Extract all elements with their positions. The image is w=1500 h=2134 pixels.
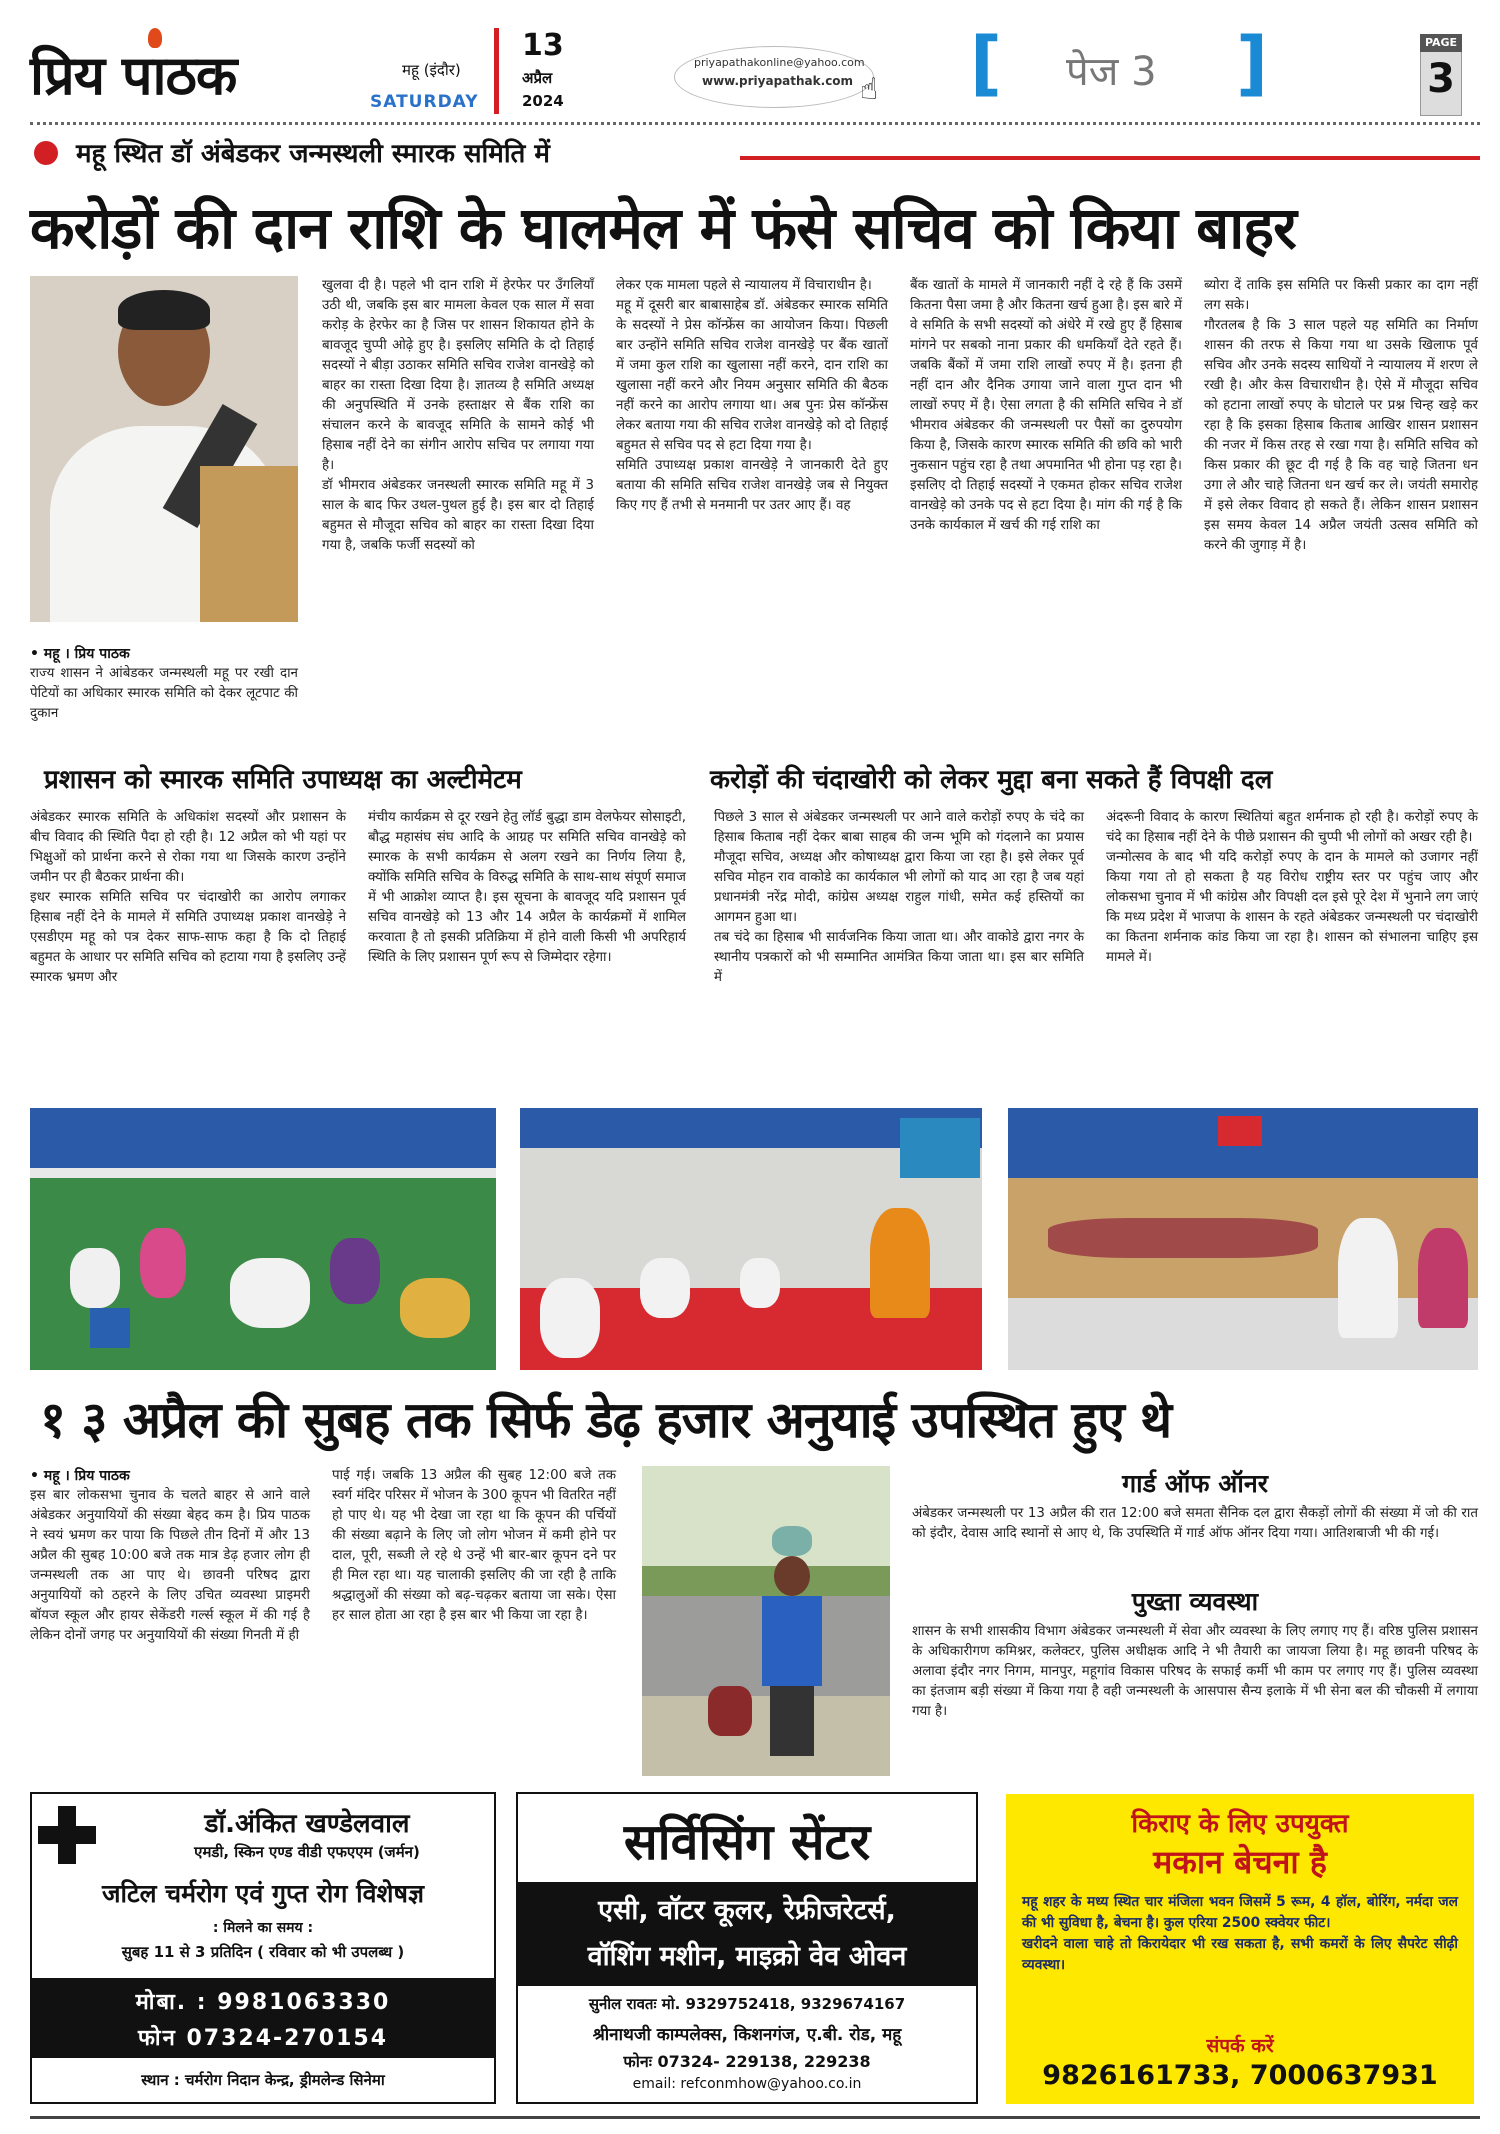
second-column-2: पाई गई। जबकि 13 अप्रैल की सुबह 12:00 बजे तक स्वर्ग मंदिर परिसर में भोजन के 300 कूपन भी वितरित नहीं हो पाए थे। यह भी देखा जा रहा था कि कूपन की पर्चियों की संख्या बढ़ाने के लिए जो लोग भोजन में कमी होने पर दाल, पूरी, सब्जी ले रहे थे उन्हें भी बार-बार कूपन दने पर ही मिल रहा था। यह चालाकी इसलिए की जा रही है ताकि श्रद्धालुओं की संख्या को बढ़-चढ़कर बताया जा सके। ऐसा हर साल होता आ रहा है इस बार भी किया जा रहा है। [332, 1468, 616, 1623]
rent-line-1: किराए के लिए उपयुक्त [1131, 1809, 1349, 1839]
service-email[interactable]: email: refconmhow@yahoo.co.in [632, 2076, 862, 2092]
lead-kicker: महू स्थित डॉ अंबेडकर जन्मस्थली स्मारक समिति में [76, 139, 550, 169]
rent-phones[interactable]: 9826161733, 7000637931 [1042, 2060, 1438, 2091]
service-phone[interactable]: फोनः 07324- 229138, 229238 [623, 2052, 871, 2071]
second-byline: • महू । प्रिय पाठक [30, 1468, 130, 1484]
opposition-heading: करोड़ों की चंदाखोरी को लेकर मुद्दा बना सकते हैं विपक्षी दल [710, 765, 1273, 795]
doctor-timing-label: : मिलने का समय : [212, 1920, 314, 1936]
ultimatum-heading: प्रशासन को स्मारक समिति उपाध्यक्ष का अल्टीमेटम [44, 765, 522, 795]
masthead-dotted-rule [30, 122, 1480, 125]
left-bracket-icon: [ [970, 22, 1002, 104]
lead-byline: • महू । प्रिय पाठक [30, 646, 130, 662]
guard-of-honour-text: अंबेडकर जन्मस्थली पर 13 अप्रैल की रात 12:00 बजे समता सैनिक दल द्वारा सैकड़ों लोगों की संख्या में जो की रात को इंदौर, देवास आदि स्थानों से आए थे, कि उपस्थिति में गार्ड ऑफ ऑनर दिया गया। आतिशबाजी भी की गई। [912, 1506, 1478, 1541]
masthead [30, 22, 1480, 124]
house-for-sale-advertisement [1006, 1794, 1474, 2104]
kicker-rule [740, 156, 1480, 160]
photo-monk-prayer [520, 1108, 982, 1370]
servicing-center-advertisement [516, 1792, 978, 2104]
masthead-divider [494, 28, 499, 114]
service-items-line-1: एसी, वॉटर कूलर, रेफ्रीजरेटर्स, [598, 1895, 896, 1926]
footer-rule [30, 2116, 1480, 2119]
opposition-column-1: पिछले 3 साल से अंबेडकर जन्मस्थली पर आने वाले करोड़ों रुपए के चंदे का हिसाब किताब नहीं देकर बाबा साहब की जन्म भूमि को गंदलाने का प्रयास मौजूदा सचिव, अध्यक्ष और कोषाध्यक्ष द्वारा किया जा रहा है। इसे लेकर पूर्व सचिव मोहन राव वाकोडे का कार्यकाल भी लोगों को याद आ रहा है जब यहां प्रधानमंत्री नरेंद्र मोदी, कांग्रेस अध्यक्ष राहुल गांधी, समेत कई हस्तियों का आगमन हुआ था। तब चंदे का हिसाब भी सार्वजनिक किया जाता था। और वाकोडे द्वारा नगर के स्थानीय पत्रकारों को भी सम्मानित आमंत्रित किया जाता था। इस बार समिति में [714, 810, 1084, 985]
page-label: पेज 3 [1066, 49, 1157, 95]
service-items-line-2: वॉशिंग मशीन, माइक्रो वेव ओवन [587, 1941, 907, 1972]
edition-date-day: 13 [522, 28, 564, 63]
rent-line-2: मकान बेचना है [1153, 1843, 1327, 1881]
lead-column-4: बैंक खातों के मामले में जानकारी नहीं दे रहे हैं कि उसमें कितना पैसा जमा है और कितना खर्च हुआ है। इस बारे में वे समिति के सभी सदस्यों को अंधेरे में रखे हुए हैं हिसाब मांगने पर सबको नाना प्रकार की धमकियाँ देते रहते हैं। जबकि बैंकों में जमा राशि लाखों रुपए में है। इतना ही नहीं दान और दैनिक उगाया जाने वाला गुप्त दान भी लाखों रुपए में है। ऐसा लगता है की समिति सचिव ने डॉ भीमराव अंबेडकर की जन्मस्थली पर पैसों का दुरुपयोग किया है, जिसके कारण स्मारक समिति की छवि को भारी नुकसान पहुंच रहा है तथा अपमानित भी होना पड़ रहा है। इसलिए दो तिहाई सदस्यों ने एकमत होकर सचिव राजेश वानखेड़े को उनके पद से हटा दिया है। मांग की गई है कि उनके कार्यकाल में खर्च की गई राशि का [910, 278, 1182, 533]
lead-column-1: राज्य शासन ने आंबेडकर जन्मस्थली महू पर रखी दान पेटियों का अधिकार स्मारक समिति को देकर लूटपाट की दुकान [30, 666, 298, 721]
lead-column-2: खुलवा दी है। पहले भी दान राशि में हेरफेर पर उँगलियाँ उठी थी, जबकि इस बार मामला केवल एक साल में सवा करोड़ के हेरफेर का है जिस पर शासन शिकायत होने के बावजूद चुप्पी ओढ़े हुए है। इसलिए समिति के दो तिहाई सदस्यों ने बीड़ा उठाकर समिति सचिव राजेश वानखेड़े को बाहर का रास्ता दिखा दिया है। ज्ञातव्य है समिति अध्यक्ष की अनुपस्थिति में उनके हस्ताक्षर से बैंक राशि का संचालन करने के बावजूद समिति के सामने कोई भी हिसाब नहीं देने का संगीन आरोप सचिव पर लगाया गया है। डॉ भीमराव अंबेडकर जनस्थली स्मारक समिति महू में 3 साल के बाद फिर उथल-पुथल हुई है। इस बार दो तिहाई बहुमत से मौजूदा सचिव को बाहर का रास्ता दिखा दिया गया है, जबकि फर्जी सदस्यों को [322, 278, 594, 553]
ultimatum-column-2: मंचीय कार्यक्रम से दूर रखने हेतु लॉर्ड बुद्धा डाम वेलफेयर सोसाइटी, बौद्ध महासंघ संघ आदि के आग्रह पर समिति सचिव वानखेड़े को स्मारक के सभी कार्यक्रम से अलग रखने का निर्णय लिया है, क्योंकि समिति सचिव के विरुद्ध समिति के साथ-साथ संपूर्ण समाज में भी आक्रोश व्याप्त है। इस सूचना के बावजूद यदि प्रशासन पूर्व सचिव वानखेड़े को 13 और 14 अप्रैल के कार्यक्रमों में शामिल करवाता है तो इसकी प्रतिक्रिया में होने वाली किसी भी अपरिहार्य स्थिति के लिए प्रशासन पूर्ण रूप से जिम्मेदार रहेगा। [368, 810, 686, 965]
service-address: श्रीनाथजी काम्पलेक्स, किशनगंज, ए.बी. रोड, महू [592, 2025, 902, 2045]
doctor-timing: सुबह 11 से 3 प्रतिदिन ( रविवार को भी उपलब्ध ) [121, 1943, 405, 1961]
service-title: सर्विसिंग सेंटर [623, 1812, 871, 1871]
photo-devotees-seated [30, 1108, 496, 1370]
arrangements-heading: पुख्ता व्यवस्था [1131, 1587, 1259, 1616]
doctor-address: स्थान : चर्मरोग निदान केन्द्र, ड्रीमलेन्ड सिनेमा [141, 2071, 385, 2089]
page-number: 3 [1427, 56, 1455, 102]
edition-date-month: अप्रैल [522, 69, 553, 87]
rent-contact-label: संपर्क करें [1206, 2035, 1274, 2057]
medical-cross-bar [38, 1826, 96, 1844]
service-contact[interactable]: सुनील रावतः मो. 9329752418, 9329674167 [588, 1995, 906, 2013]
masthead-email[interactable]: priyapathakonline@yahoo.com [694, 56, 865, 69]
right-bracket-icon: ] [1236, 22, 1268, 104]
doctor-name: डॉ.अंकित खण्डेलवाल [204, 1809, 410, 1839]
doctor-mobile[interactable]: मोबा. : 9981063330 [135, 1990, 391, 2015]
pointing-hand-icon: ☝ [860, 72, 879, 107]
page-tab-label: PAGE [1420, 34, 1462, 52]
lead-column-3: लेकर एक मामला पहले से न्यायालय में विचाराधीन है। महू में दूसरी बार बाबासाहेब डॉ. अंबेडकर स्मारक समिति के सदस्यों ने प्रेस कॉन्फ्रेंस का आयोजन किया। पिछली बार उन्होंने समिति सचिव राजेश वानखेड़े पर बैंक खातों में जमा कुल राशि का खुलासा नहीं करने, दान राशि का खुलासा नहीं करने और नियम अनुसार समिति की बैठक नहीं करने का आरोप लगाया था। अब पुनः प्रेस कॉन्फ्रेंस लेकर बताया गया की सचिव राजेश वानखेड़े को दो तिहाई बहुमत से सचिव पद से हटा दिया गया है। समिति उपाध्यक्ष प्रकाश वानखेड़े ने जानकारी देते हुए बताया की समिति सचिव राजेश वानखेड़े जब से नियुक्त किए गए हैं तभी से मनमानी पर उतर आए हैं। वह [616, 278, 888, 513]
lead-headline: करोड़ों की दान राशि के घालमेल में फंसे सचिव को किया बाहर [30, 194, 1296, 262]
photo-food-counter [1008, 1108, 1478, 1370]
rent-body: महू शहर के मध्य स्थित चार मंजिला भवन जिसमें 5 रूम, 4 हॉल, बोरिंग, नर्मदा जल की भी सुविधा है, बेचना है। कुल एरिया 2500 स्क्वेयर फीट। खरीदने वाला चाहे तो किरायेदार भी रख सकता है, सभी कमरों के लिए सैपरेट सीढ़ी व्यवस्था। [1022, 1894, 1458, 1973]
photo-walking-devotee [642, 1466, 890, 1776]
masthead-website[interactable]: www.priyapathak.com [702, 74, 854, 88]
ultimatum-column-1: अंबेडकर स्मारक समिति के अधिकांश सदस्यों और प्रशासन के बीच विवाद की स्थिति पैदा हो रही है। 12 अप्रैल को भी यहां पर भिक्षुओं को प्रार्थना करने से रोका गया था जिसके कारण उन्होंने जमीन पर ही बैठकर प्रार्थना की। इधर स्मारक समिति सचिव पर चंदाखोरी का आरोप लगाकर हिसाब नहीं देने के मामले में समिति उपाध्यक्ष प्रकाश वानखेड़े ने एसडीएम महू को पत्र देकर साफ-साफ कहा है कि दो तिहाई बहुमत के आधार पर समिति सचिव को हटाया गया है इसलिए उन्हें स्मारक भ्रमण और [30, 810, 346, 985]
edition-date-year: 2024 [522, 92, 564, 110]
doctor-advertisement [30, 1792, 496, 2104]
doctor-phone[interactable]: फोन 07324-270154 [137, 2026, 389, 2051]
leader-photo [30, 276, 298, 622]
doctor-degree: एमडी, स्किन एण्ड वीडी एफएएम (जर्मन) [194, 1843, 420, 1861]
arrangements-text: शासन के सभी शासकीय विभाग अंबेडकर जन्मस्थली में सेवा और व्यवस्था के लिए लगाए गए हैं। वरिष्ठ पुलिस प्रशासन के अधिकारीगण कमिश्नर, कलेक्टर, पुलिस अधीक्षक आदि ने भी तैयारी का जायजा लिया है। महू छावनी परिषद के अलावा इंदौर नगर निगम, मानपुर, महूगांव विकास परिषद के सफाई कर्मी भी काम पर लगाए गए हैं। पुलिस व्यवस्था का इंतजाम बड़ी संख्या में किया गया है वही जन्मस्थली के आसपास सैन्य इलाके में भी सेना बल की चौकसी में लगाया गया है। [912, 1624, 1478, 1719]
guard-of-honour-heading: गार्ड ऑफ ऑनर [1122, 1469, 1268, 1498]
edition-weekday: SATURDAY [370, 92, 479, 112]
second-column-1: इस बार लोकसभा चुनाव के चलते बाहर से आने वाले अंबेडकर अनुयायियों की संख्या बेहद कम है। प्रिय पाठक ने स्वयं भ्रमण कर पाया कि पिछले तीन दिनों में और 13 अप्रैल की सुबह 10:00 बजे तक मात्र डेढ़ हजार लोग ही जन्मस्थली तक आ पाए थे। छावनी परिषद द्वारा अनुयायियों को ठहरने के लिए उचित व्यवस्था प्राइमरी बॉयज स्कूल और हायर सेकेंडरी गर्ल्स स्कूल में की गई है लेकिन दोनों जगह पर अनुयायियों की संख्या गिनती में ही [30, 1488, 310, 1643]
edition-place: महू (इंदौर) [402, 61, 461, 79]
second-headline: १ ३ अप्रैल की सुबह तक सिर्फ डेढ़ हजार अनुयाई उपस्थित हुए थे [40, 1391, 1172, 1449]
newspaper-logo: प्रिय पाठक [30, 43, 237, 107]
kicker-bullet-icon [34, 141, 58, 165]
opposition-column-2: अंदरूनी विवाद के कारण स्थितियां बहुत शर्मनाक हो रही है। करोड़ों रुपए के चंदे का हिसाब नहीं देने के पीछे प्रशासन की चुप्पी भी लोगों को अखर रही है। जन्मोत्सव के बाद भी यदि करोड़ों रुपए के दान के मामले को उजागर नहीं किया गया तो हो सकता है यह विरोध राष्ट्रीय स्तर पर पहुंच जाए और लोकसभा चुनाव में भी कांग्रेस और विपक्षी दल इसे पूरे देश में भुनाने लग जाएं कि मध्य प्रदेश में भाजपा के शासन के रहते अंबेडकर जन्मस्थली पर चंदाखोरी का कितना शर्मनाक कांड किया जा रहा है। शासन को संभालना चाहिए इस मामले में। [1106, 810, 1478, 965]
lead-column-5: ब्योरा दें ताकि इस समिति पर किसी प्रकार का दाग नहीं लग सके। गौरतलब है कि 3 साल पहले यह समिति का निर्माण शासन की तरफ से किया गया था उसके खिलाफ पूर्व सचिव और उनके सदस्य साथियों ने न्यायालय में शरण ले रखी है। और केस विचाराधीन है। ऐसे में मौजूदा सचिव को हटाना लाखों रुपए के घोटाले पर प्रश्न चिन्ह खड़े कर रहा है कि इसका हिसाब किताब आखिर शासन प्रशासन की नजर में किस तरह से रखा गया है। समिति सचिव को किस प्रकार की छूट दी गई है कि वह चाहे जितना धन उगा ले और चाहे जितना धन खर्च कर ले। जयंती समारोह में इसे लेकर विवाद हो सकते हैं। लेकिन शासन प्रशासन इस समय केवल 14 अप्रैल जयंती उत्सव समिति को करने की जुगाड़ में है। [1204, 278, 1478, 553]
doctor-specialty: जटिल चर्मरोग एवं गुप्त रोग विशेषज्ञ [101, 1879, 425, 1908]
